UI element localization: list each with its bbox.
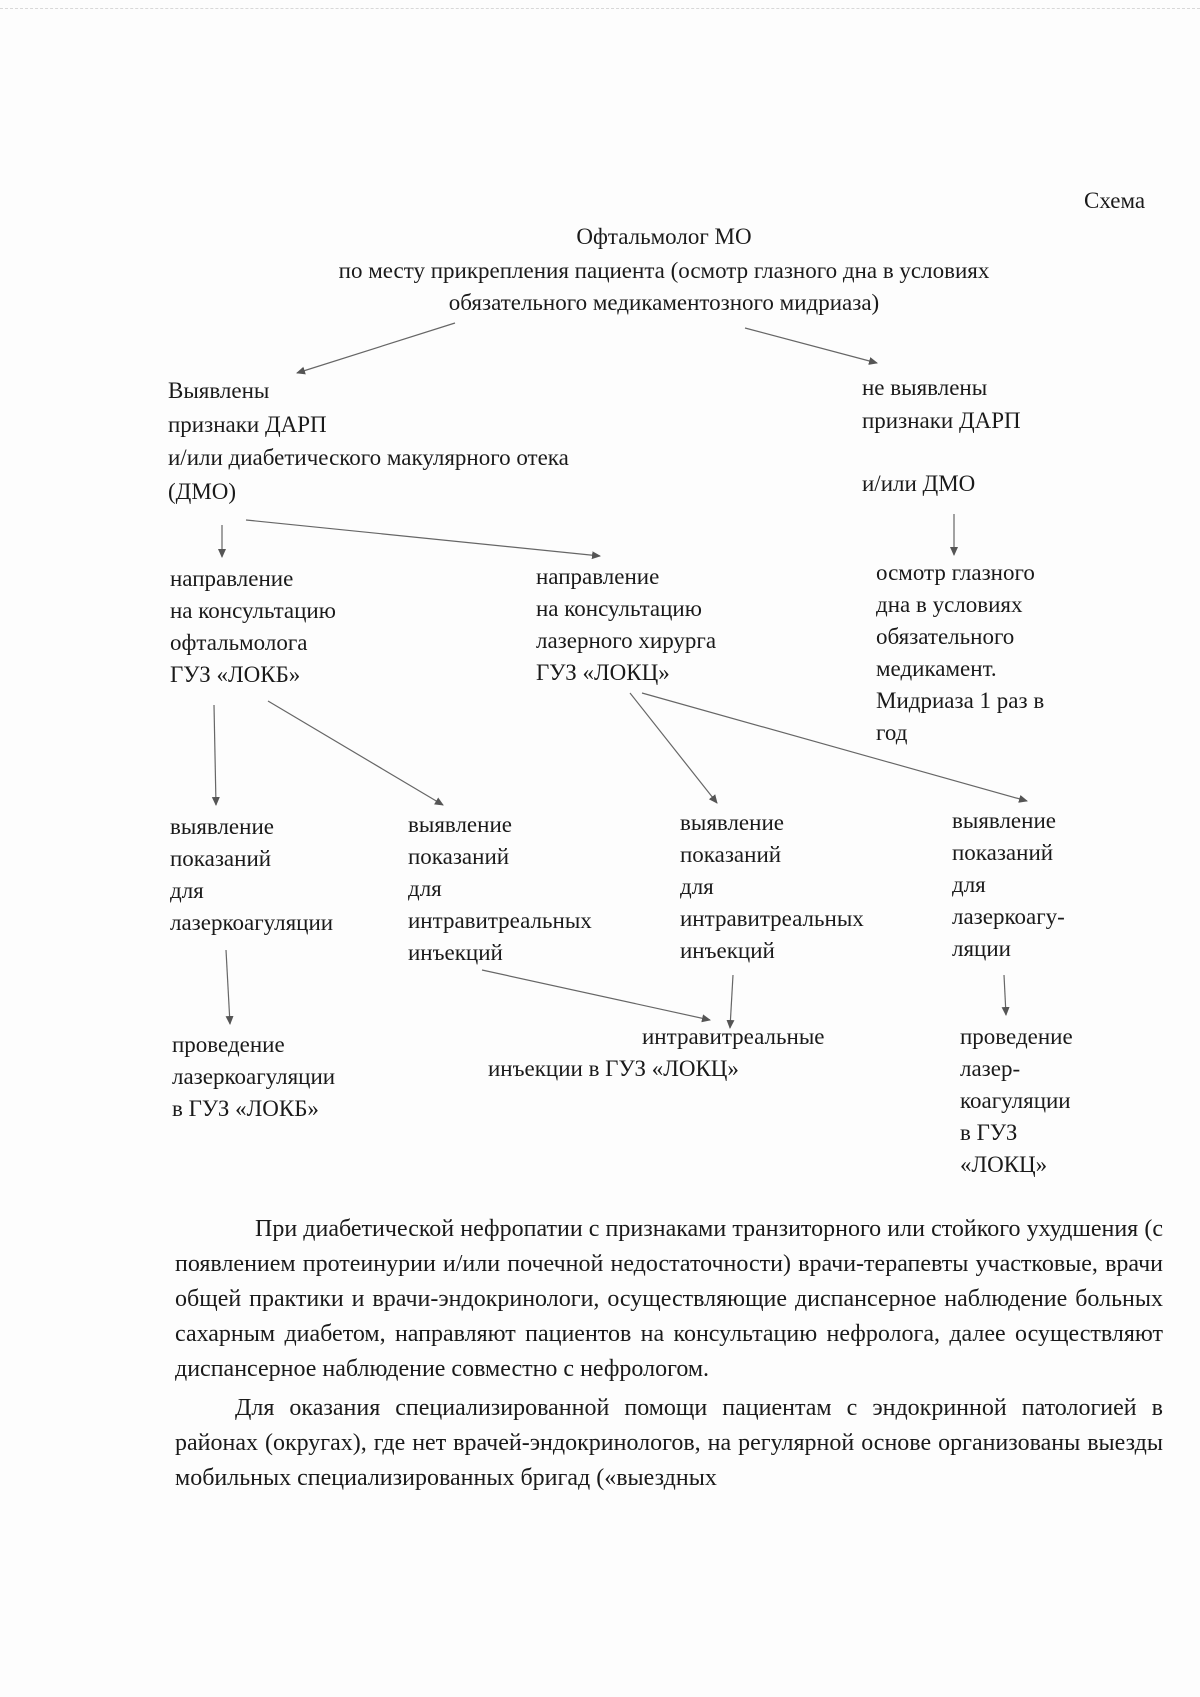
node-line: на консультацию — [536, 596, 702, 621]
node-line: инъекции в ГУЗ «ЛОКЦ» — [488, 1056, 739, 1081]
node-line: инъекций — [680, 938, 775, 963]
arrow-lokb-to-inj-ind — [268, 701, 443, 805]
node-line: проведение — [172, 1032, 285, 1057]
node-line: инъекций — [408, 940, 503, 965]
node-line: ГУЗ «ЛОКЦ» — [536, 660, 670, 685]
node-line: обязательного — [876, 624, 1015, 649]
node-line: показаний — [408, 844, 510, 869]
node-line: лазеркоагуляции — [170, 910, 334, 935]
node-line: не выявлены — [862, 375, 988, 400]
node-line: ляции — [952, 936, 1011, 961]
node-line: год — [876, 720, 908, 745]
node-line: ГУЗ «ЛОКБ» — [170, 662, 301, 687]
node-line: осмотр глазного — [876, 560, 1035, 585]
node-line: лазер- — [960, 1056, 1021, 1081]
arrow-lokc-to-inj-ind — [630, 693, 717, 803]
arrow-laser-ind-to-proc — [226, 950, 230, 1024]
node-line: интравитреальных — [680, 906, 864, 931]
node-line: и/или ДМО — [862, 471, 976, 496]
node-line: признаки ДАРП — [168, 412, 327, 437]
node-line: на консультацию — [170, 598, 336, 623]
node-line: выявление — [408, 812, 512, 837]
node-line: показаний — [680, 842, 782, 867]
arrow-inj-ind-lokb-to-proc — [482, 970, 710, 1020]
arrow-found-to-lokc — [246, 520, 600, 556]
node-line: Мидриаза 1 раз в — [876, 688, 1045, 713]
paragraph-mobile-teams: Для оказания специализированной помощи пациентам с эндокринной патологией в районах (округах), где нет врачей-эндокринологов, на регулярной основе организованы выезды мобильных специализированных бригад («выездных — [175, 1395, 1163, 1491]
node-line: Офтальмолог МО — [576, 224, 752, 249]
node-line: в ГУЗ «ЛОКБ» — [172, 1096, 319, 1121]
node-line: в ГУЗ — [960, 1120, 1018, 1145]
node-line: интравитреальных — [408, 908, 592, 933]
paragraph-nephropathy: При диабетической нефропатии с признаками транзиторного или стойкого ухудшения (с появлением протеинурии и/или почечной недостаточности) врачи-терапевты участковые, врачи общей практики и врачи-эндокринологи, осуществляющие диспансерное наблюдение больных сахарным диабетом, направляют пациентов на консультацию нефролога, далее осуществляют диспансерное наблюдение совместно с нефрологом. — [175, 1216, 1163, 1382]
body-text — [175, 1212, 1163, 1496]
node-line: обязательного медикаментозного мидриаза) — [448, 290, 880, 315]
node-line: для — [952, 872, 986, 897]
node-line: показаний — [170, 846, 272, 871]
node-line: (ДМО) — [168, 479, 237, 504]
node-line: для — [680, 874, 714, 899]
arrow-laser-ind-lokc-to-proc — [1004, 975, 1006, 1015]
node-line: для — [408, 876, 442, 901]
node-line: Выявлены — [168, 378, 270, 403]
node-line: выявление — [170, 814, 274, 839]
node-line: «ЛОКЦ» — [960, 1152, 1048, 1177]
node-line: дна в условиях — [876, 592, 1023, 617]
node-line: по месту прикрепления пациента (осмотр глазного дна в условиях — [338, 258, 990, 283]
arrow-lokb-to-laser-ind — [214, 705, 216, 805]
node-line: лазеркоагу- — [952, 904, 1065, 929]
node-line: направление — [170, 566, 294, 591]
node-line: направление — [536, 564, 660, 589]
node-line: выявление — [680, 810, 784, 835]
arrow-inj-ind-lokc-to-proc — [730, 975, 733, 1028]
node-line: лазеркоагуляции — [172, 1064, 336, 1089]
node-line: коагуляции — [960, 1088, 1071, 1113]
arrow-root-to-found — [297, 323, 455, 373]
node-line: выявление — [952, 808, 1056, 833]
arrow-root-to-notfound — [745, 328, 877, 363]
node-line: интравитреальные — [642, 1024, 825, 1049]
node-line: офтальмолога — [170, 630, 308, 655]
node-line: медикамент. — [876, 656, 997, 681]
node-line: показаний — [952, 840, 1054, 865]
scheme-label: Схема — [1084, 188, 1146, 213]
node-line: для — [170, 878, 204, 903]
node-line: проведение — [960, 1024, 1073, 1049]
node-line: лазерного хирурга — [536, 628, 717, 653]
node-line: и/или диабетического макулярного отека — [168, 445, 569, 470]
node-line: признаки ДАРП — [862, 408, 1021, 433]
